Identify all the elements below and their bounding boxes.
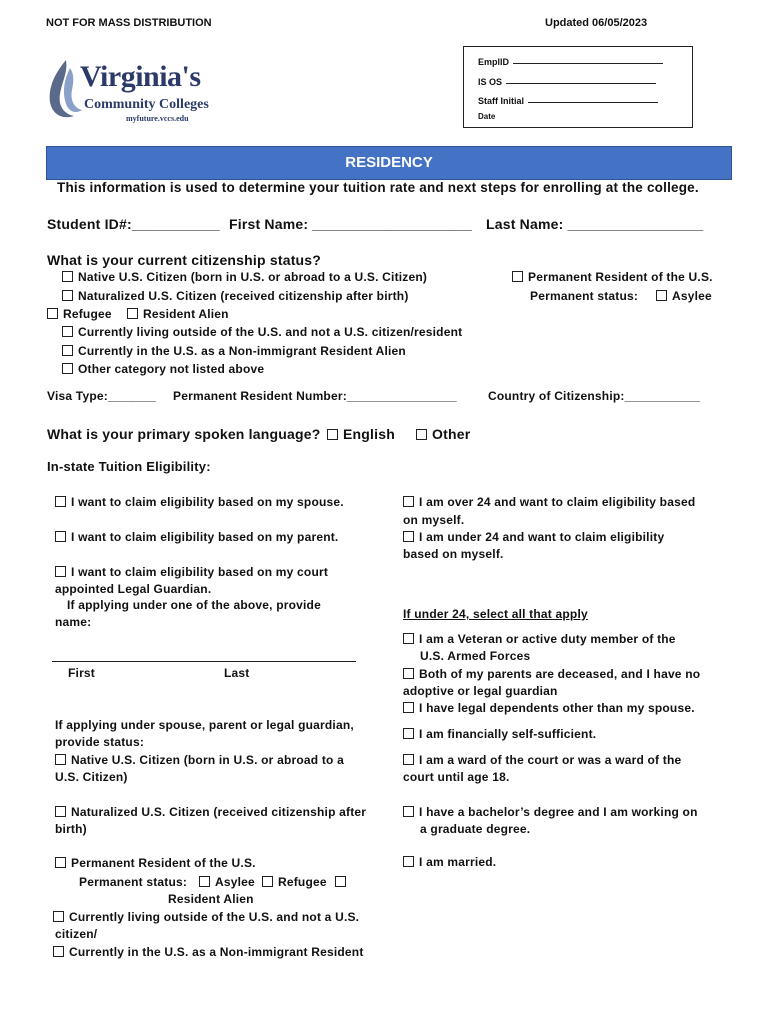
- office-use-box: [463, 46, 693, 128]
- staff-initial-field[interactable]: [528, 101, 658, 103]
- native-citizen-option[interactable]: Native U.S. Citizen (born in U.S. or abroad to a U.S. Citizen): [62, 270, 427, 284]
- checkbox[interactable]: [403, 496, 414, 507]
- spouse-eligibility-option[interactable]: I want to claim eligibility based on my spouse.: [55, 495, 344, 509]
- under-24-line2: based on myself.: [403, 547, 504, 561]
- name-signature-line[interactable]: [52, 661, 356, 662]
- permanent-resident-option[interactable]: Permanent Resident of the U.S.: [512, 270, 713, 284]
- checkbox[interactable]: [62, 326, 73, 337]
- citizenship-question: What is your current citizenship status?: [47, 252, 322, 268]
- status-naturalized-line2: birth): [55, 822, 87, 836]
- status-resident-alien-checkbox[interactable]: [335, 875, 351, 889]
- checkbox[interactable]: [403, 856, 414, 867]
- checkbox[interactable]: [512, 271, 523, 282]
- last-label: Last: [224, 666, 250, 680]
- language-question: What is your primary spoken language?: [47, 426, 321, 442]
- over-24-option[interactable]: I am over 24 and want to claim eligibility based: [403, 495, 695, 509]
- provide-name-text: If applying under one of the above, provide: [67, 598, 321, 612]
- checkbox[interactable]: [55, 754, 66, 765]
- married-option[interactable]: I am married.: [403, 855, 496, 869]
- refugee-option[interactable]: Refugee: [47, 307, 112, 321]
- checkbox[interactable]: [55, 566, 66, 577]
- english-option[interactable]: English: [327, 426, 395, 442]
- checkbox[interactable]: [403, 633, 414, 644]
- first-name-field[interactable]: First Name: ____________________: [229, 216, 473, 232]
- checkbox[interactable]: [403, 728, 414, 739]
- status-native-line2: U.S. Citizen): [55, 770, 128, 784]
- checkbox[interactable]: [55, 857, 66, 868]
- checkbox[interactable]: [62, 345, 73, 356]
- checkbox[interactable]: [55, 531, 66, 542]
- status-resident-alien-label: Resident Alien: [168, 892, 254, 906]
- living-outside-option[interactable]: Currently living outside of the U.S. and not a U.S. citizen/resident: [62, 325, 462, 339]
- checkbox[interactable]: [199, 876, 210, 887]
- permanent-status-label: Permanent status:: [530, 289, 639, 303]
- checkbox[interactable]: [403, 668, 414, 679]
- checkbox[interactable]: [403, 806, 414, 817]
- staff-initial-label: Staff Initial: [478, 96, 525, 106]
- intro-text: This information is used to determine your tuition rate and next steps for enrolling at the college.: [57, 180, 699, 195]
- logo-subtitle: Community Colleges: [84, 97, 209, 112]
- over-24-line2: on myself.: [403, 513, 465, 527]
- student-id-field[interactable]: Student ID#:___________: [47, 216, 220, 232]
- other-category-option[interactable]: Other category not listed above: [62, 362, 264, 376]
- visa-type-field[interactable]: Visa Type:_______: [47, 389, 157, 403]
- section-title: RESIDENCY: [46, 146, 732, 180]
- checkbox[interactable]: [127, 308, 138, 319]
- status-naturalized-option[interactable]: Naturalized U.S. Citizen (received citizenship after: [55, 805, 366, 819]
- last-name-field[interactable]: Last Name: _________________: [486, 216, 704, 232]
- status-native-option[interactable]: Native U.S. Citizen (born in U.S. or abroad to a: [55, 753, 344, 767]
- checkbox[interactable]: [403, 702, 414, 713]
- veteran-line2: U.S. Armed Forces: [420, 649, 531, 663]
- instate-title: In-state Tuition Eligibility:: [47, 459, 211, 474]
- checkbox[interactable]: [53, 911, 64, 922]
- resident-alien-option[interactable]: Resident Alien: [127, 307, 229, 321]
- bachelor-degree-option[interactable]: I have a bachelor’s degree and I am working on: [403, 805, 698, 819]
- status-asylee-option[interactable]: Asylee: [199, 875, 255, 889]
- permanent-resident-number-field[interactable]: Permanent Resident Number:________________: [173, 389, 457, 403]
- status-refugee-option[interactable]: Refugee: [262, 875, 327, 889]
- ward-of-court-line2: court until age 18.: [403, 770, 510, 784]
- checkbox[interactable]: [327, 429, 338, 440]
- parent-eligibility-option[interactable]: I want to claim eligibility based on my parent.: [55, 530, 338, 544]
- checkbox[interactable]: [403, 754, 414, 765]
- under-24-option[interactable]: I am under 24 and want to claim eligibility: [403, 530, 664, 544]
- emplid-field[interactable]: [513, 62, 663, 64]
- is-os-field[interactable]: [506, 82, 656, 84]
- nonimmigrant-option[interactable]: Currently in the U.S. as a Non-immigrant Resident Alien: [62, 344, 406, 358]
- status-intro-line2: provide status:: [55, 735, 145, 749]
- checkbox[interactable]: [416, 429, 427, 440]
- checkbox[interactable]: [335, 876, 346, 887]
- guardian-eligibility-line2: appointed Legal Guardian.: [55, 582, 212, 596]
- status-outside-line2: citizen/: [55, 927, 98, 941]
- checkbox[interactable]: [47, 308, 58, 319]
- emplid-label: EmplID: [478, 57, 510, 67]
- veteran-option[interactable]: I am a Veteran or active duty member of the: [403, 632, 676, 646]
- checkbox[interactable]: [262, 876, 273, 887]
- status-permanent-label: Permanent status:: [79, 875, 188, 889]
- status-intro: If applying under spouse, parent or legal guardian,: [55, 718, 354, 732]
- checkbox[interactable]: [62, 363, 73, 374]
- parents-deceased-line2: adoptive or legal guardian: [403, 684, 558, 698]
- first-label: First: [68, 666, 96, 680]
- status-outside-option[interactable]: Currently living outside of the U.S. and not a U.S.: [53, 910, 359, 924]
- checkbox[interactable]: [656, 290, 667, 301]
- parents-deceased-option[interactable]: Both of my parents are deceased, and I have no: [403, 667, 700, 681]
- asylee-option[interactable]: Asylee: [656, 289, 712, 303]
- status-permanent-option[interactable]: Permanent Resident of the U.S.: [55, 856, 256, 870]
- updated-date: Updated 06/05/2023: [545, 17, 648, 29]
- logo-url: myfuture.vccs.edu: [126, 114, 189, 123]
- is-os-label: IS OS: [478, 77, 503, 87]
- other-language-option[interactable]: Other: [416, 426, 470, 442]
- date-label: Date: [478, 112, 496, 121]
- legal-dependents-option[interactable]: I have legal dependents other than my spouse.: [403, 701, 695, 715]
- logo-swoosh-icon: [44, 58, 84, 124]
- self-sufficient-option[interactable]: I am financially self-sufficient.: [403, 727, 596, 741]
- checkbox[interactable]: [55, 806, 66, 817]
- checkbox[interactable]: [53, 946, 64, 957]
- bachelor-degree-line2: a graduate degree.: [420, 822, 531, 836]
- checkbox[interactable]: [55, 496, 66, 507]
- ward-of-court-option[interactable]: I am a ward of the court or was a ward of the: [403, 753, 681, 767]
- naturalized-citizen-option[interactable]: Naturalized U.S. Citizen (received citizenship after birth): [62, 289, 409, 303]
- checkbox[interactable]: [62, 290, 73, 301]
- checkbox[interactable]: [62, 271, 73, 282]
- status-nonimmigrant-option[interactable]: Currently in the U.S. as a Non-immigrant Resident: [53, 945, 364, 959]
- checkbox[interactable]: [403, 531, 414, 542]
- guardian-eligibility-option[interactable]: I want to claim eligibility based on my court: [55, 565, 328, 579]
- distribution-notice: NOT FOR MASS DISTRIBUTION: [46, 17, 212, 29]
- logo-name: Virginia's: [80, 60, 201, 93]
- provide-name-text-line2: name:: [55, 615, 92, 629]
- under-24-title: If under 24, select all that apply: [403, 607, 588, 621]
- country-of-citizenship-field[interactable]: Country of Citizenship:___________: [488, 389, 701, 403]
